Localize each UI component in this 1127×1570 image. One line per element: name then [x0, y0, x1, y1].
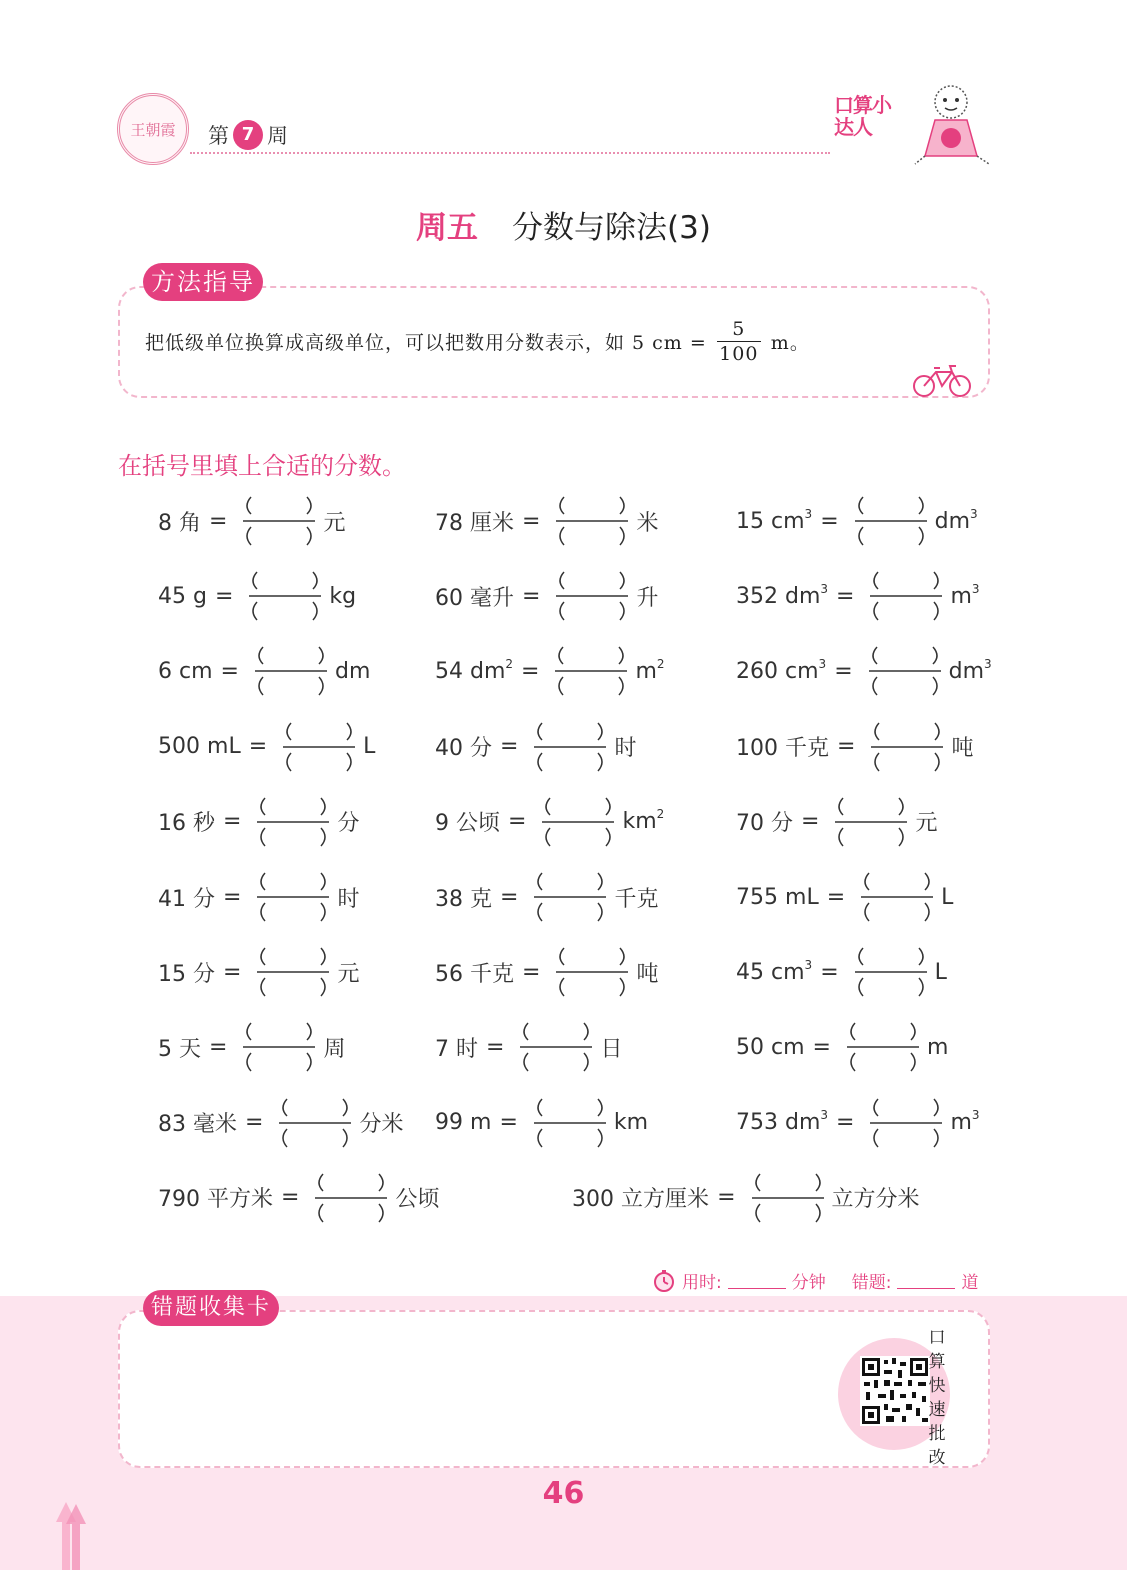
fraction-answer-blank[interactable] — [516, 1020, 596, 1074]
question-item — [736, 644, 992, 698]
equals-sign: = — [500, 884, 519, 910]
question-quantity: 54 $dm^2$ — [435, 656, 514, 684]
question-item — [158, 870, 359, 924]
header-divider — [190, 152, 830, 154]
fraction-answer-blank[interactable] — [538, 795, 618, 849]
equals-sign: = — [245, 1110, 264, 1136]
equals-sign: = — [486, 1034, 505, 1060]
question-quantity: 352 $dm^3$ — [736, 581, 829, 609]
fraction-answer-blank[interactable] — [851, 494, 931, 548]
target-unit: 米 — [636, 510, 659, 536]
title-day: 周五 — [416, 210, 479, 246]
question-item — [158, 795, 359, 849]
qr-label-char: 改 — [928, 1448, 946, 1468]
question-item — [736, 569, 980, 623]
target-unit: 吨 — [636, 961, 659, 987]
question-item — [736, 720, 973, 774]
qr-label-char: 批 — [928, 1424, 946, 1444]
question-item — [435, 569, 658, 623]
exercise-instruction: 在括号里填上合适的分数。 — [118, 452, 406, 480]
equals-sign: = — [522, 508, 541, 534]
week-number-badge: 7 — [233, 120, 263, 150]
mascot-girl-icon — [905, 80, 997, 168]
equals-sign: = — [826, 884, 846, 910]
question-quantity: 9 公顷 — [435, 811, 501, 837]
target-unit: 立方分米 — [831, 1187, 920, 1213]
error-card-tag: 错题收集卡 — [143, 1290, 279, 1326]
seal-text: 王朝霞 — [130, 120, 176, 139]
question-item — [435, 870, 658, 924]
time-unit-label: 分钟 — [791, 1273, 826, 1293]
question-item — [435, 720, 636, 774]
question-quantity: 78 厘米 — [435, 510, 515, 536]
question-quantity: 83 毫米 — [158, 1112, 238, 1138]
target-unit: m — [926, 1034, 949, 1060]
equals-sign: = — [209, 508, 228, 534]
target-unit: L — [363, 734, 376, 760]
question-quantity: 15 分 — [158, 961, 216, 987]
question-item — [572, 1171, 920, 1225]
equals-sign: = — [812, 1034, 831, 1060]
fraction-answer-blank[interactable] — [831, 795, 911, 849]
target-unit: 元 — [337, 961, 360, 987]
question-item — [736, 795, 937, 849]
equals-sign: = — [223, 959, 242, 985]
page-number: 46 — [542, 1476, 585, 1511]
question-item — [736, 870, 953, 924]
stopwatch-icon — [652, 1269, 676, 1293]
target-unit: 吨 — [951, 736, 974, 762]
equals-sign: = — [801, 809, 820, 835]
fraction-answer-blank[interactable] — [530, 720, 610, 774]
question-quantity: 8 角 — [158, 510, 202, 536]
page-title — [0, 202, 1127, 247]
question-item — [736, 945, 947, 999]
question-item — [736, 1020, 948, 1074]
fraction-answer-blank[interactable] — [279, 720, 359, 774]
equals-sign: = — [248, 734, 268, 760]
question-quantity: 500 mL — [158, 734, 241, 760]
fraction-answer-blank[interactable] — [239, 1020, 319, 1074]
question-item — [158, 1096, 404, 1150]
qr-label-char: 速 — [928, 1400, 946, 1420]
target-unit: 时 — [614, 736, 637, 762]
method-guide-text — [145, 317, 810, 366]
timer-row — [652, 1268, 978, 1293]
question-quantity: 45 g — [158, 583, 207, 609]
fraction-answer-blank[interactable] — [530, 870, 610, 924]
target-unit: L — [934, 959, 947, 985]
equals-sign: = — [209, 1034, 228, 1060]
fraction-answer-blank[interactable] — [551, 644, 631, 698]
question-quantity: 70 分 — [736, 811, 794, 837]
fraction-answer-blank[interactable] — [253, 945, 333, 999]
errors-unit-label: 道 — [961, 1273, 979, 1293]
target-unit: 元 — [323, 510, 346, 536]
qr-label — [926, 1326, 948, 1470]
equals-sign: = — [522, 959, 541, 985]
fraction-answer-blank[interactable] — [867, 720, 947, 774]
errors-count-blank[interactable] — [897, 1272, 955, 1289]
question-item — [435, 795, 664, 849]
target-unit: 分米 — [359, 1112, 404, 1138]
target-unit: 千克 — [614, 886, 659, 912]
example-fraction-numerator: 5 — [732, 318, 746, 340]
fraction-answer-blank[interactable] — [251, 644, 331, 698]
question-item — [158, 569, 356, 623]
question-quantity: 60 毫升 — [435, 585, 515, 611]
fraction-answer-blank[interactable] — [239, 494, 319, 548]
question-quantity: 50 cm — [736, 1034, 805, 1060]
question-quantity: 99 m — [435, 1110, 492, 1136]
fraction-answer-blank[interactable] — [311, 1171, 391, 1225]
fraction-answer-blank[interactable] — [530, 1096, 610, 1150]
target-unit: 时 — [337, 886, 360, 912]
question-quantity: 16 秒 — [158, 811, 216, 837]
method-guide-tag: 方法指导 — [143, 263, 263, 301]
equals-sign: = — [836, 1110, 855, 1136]
time-used-blank[interactable] — [728, 1272, 786, 1289]
target-unit: $m^3$ — [950, 1108, 980, 1136]
question-quantity: 300 立方厘米 — [572, 1187, 710, 1213]
equals-sign: = — [499, 1110, 518, 1136]
question-quantity: 45 $cm^3$ — [736, 957, 813, 985]
question-quantity: 260 $cm^3$ — [736, 656, 827, 684]
fraction-answer-blank[interactable] — [552, 494, 632, 548]
arrow-up-icon — [54, 1500, 88, 1570]
fraction-answer-blank[interactable] — [552, 569, 632, 623]
question-item — [435, 945, 658, 999]
question-quantity: 6 cm — [158, 658, 213, 684]
method-text-before: 把低级单位换算成高级单位，可以把数用分数表示，如 5 cm = — [145, 332, 707, 354]
equals-sign: = — [281, 1185, 300, 1211]
target-unit: 公顷 — [395, 1187, 440, 1213]
fraction-answer-blank[interactable] — [857, 870, 937, 924]
example-fraction-denominator: 100 — [719, 343, 759, 365]
equals-sign: = — [220, 658, 239, 684]
time-used-label: 用时: — [682, 1273, 722, 1293]
question-quantity: 56 千克 — [435, 961, 515, 987]
question-quantity: 41 分 — [158, 886, 216, 912]
question-item — [158, 1171, 440, 1225]
question-item — [435, 644, 665, 698]
errors-label: 错题: — [851, 1273, 892, 1293]
week-prefix: 第 — [208, 124, 229, 148]
equals-sign: = — [837, 734, 856, 760]
target-unit: $m^3$ — [950, 581, 980, 609]
equals-sign: = — [522, 583, 541, 609]
fraction-answer-blank[interactable] — [866, 1096, 946, 1150]
fraction-answer-blank[interactable] — [253, 795, 333, 849]
question-item — [158, 644, 370, 698]
question-item — [736, 494, 978, 548]
target-unit: dm — [334, 658, 371, 684]
fraction-answer-blank[interactable] — [245, 569, 325, 623]
question-quantity: 790 平方米 — [158, 1187, 274, 1213]
equals-sign: = — [500, 734, 519, 760]
question-item — [158, 945, 359, 999]
equals-sign: = — [820, 508, 839, 534]
qr-label-char: 算 — [928, 1352, 946, 1372]
question-item — [158, 720, 375, 774]
question-quantity: 40 分 — [435, 736, 493, 762]
fraction-answer-blank[interactable] — [851, 945, 931, 999]
equals-sign: = — [836, 583, 855, 609]
equals-sign: = — [508, 809, 527, 835]
fraction-answer-blank[interactable] — [253, 870, 333, 924]
series-logo-text: 口算小达人 — [834, 93, 891, 139]
question-item — [158, 494, 345, 548]
equals-sign: = — [820, 959, 839, 985]
question-item — [435, 1096, 648, 1150]
question-quantity: 15 $cm^3$ — [736, 506, 813, 534]
fraction-answer-blank[interactable] — [552, 945, 632, 999]
equals-sign: = — [717, 1185, 736, 1211]
target-unit: 分 — [337, 811, 360, 837]
question-quantity: 753 $dm^3$ — [736, 1108, 829, 1136]
question-item — [736, 1096, 980, 1150]
method-text-after: m。 — [770, 332, 810, 354]
example-fraction — [717, 317, 761, 366]
target-unit: km — [613, 1110, 649, 1136]
title-topic: 分数与除法(3) — [512, 210, 711, 246]
bicycle-icon — [912, 362, 972, 398]
target-unit: $dm^3$ — [934, 506, 978, 534]
fraction-answer-blank[interactable] — [865, 644, 945, 698]
fraction-answer-blank[interactable] — [843, 1020, 923, 1074]
target-unit: $km^2$ — [622, 807, 665, 835]
week-indicator — [208, 120, 288, 150]
publisher-seal-logo — [117, 93, 189, 165]
question-quantity: 755 mL — [736, 884, 819, 910]
equals-sign: = — [214, 583, 234, 609]
target-unit: 升 — [636, 585, 659, 611]
equals-sign: = — [834, 658, 853, 684]
target-unit: 周 — [323, 1036, 346, 1062]
week-suffix: 周 — [267, 124, 288, 148]
question-item — [435, 494, 658, 548]
qr-label-char: 口 — [928, 1328, 946, 1348]
question-quantity: 100 千克 — [736, 736, 830, 762]
target-unit: $m^2$ — [635, 656, 665, 684]
question-item — [435, 1020, 622, 1074]
qr-label-char: 快 — [928, 1376, 946, 1396]
fraction-answer-blank[interactable] — [275, 1096, 355, 1150]
target-unit: $dm^3$ — [948, 656, 992, 684]
equals-sign: = — [223, 809, 242, 835]
target-unit: 日 — [600, 1036, 623, 1062]
question-quantity: 38 克 — [435, 886, 493, 912]
equals-sign: = — [521, 658, 540, 684]
question-quantity: 5 天 — [158, 1036, 202, 1062]
fraction-answer-blank[interactable] — [866, 569, 946, 623]
target-unit: L — [941, 884, 954, 910]
fraction-answer-blank[interactable] — [748, 1171, 828, 1225]
qr-code-icon[interactable] — [860, 1356, 930, 1426]
question-item — [158, 1020, 345, 1074]
question-quantity: 7 时 — [435, 1036, 479, 1062]
equals-sign: = — [223, 884, 242, 910]
target-unit: 元 — [915, 811, 938, 837]
target-unit: kg — [329, 583, 357, 609]
